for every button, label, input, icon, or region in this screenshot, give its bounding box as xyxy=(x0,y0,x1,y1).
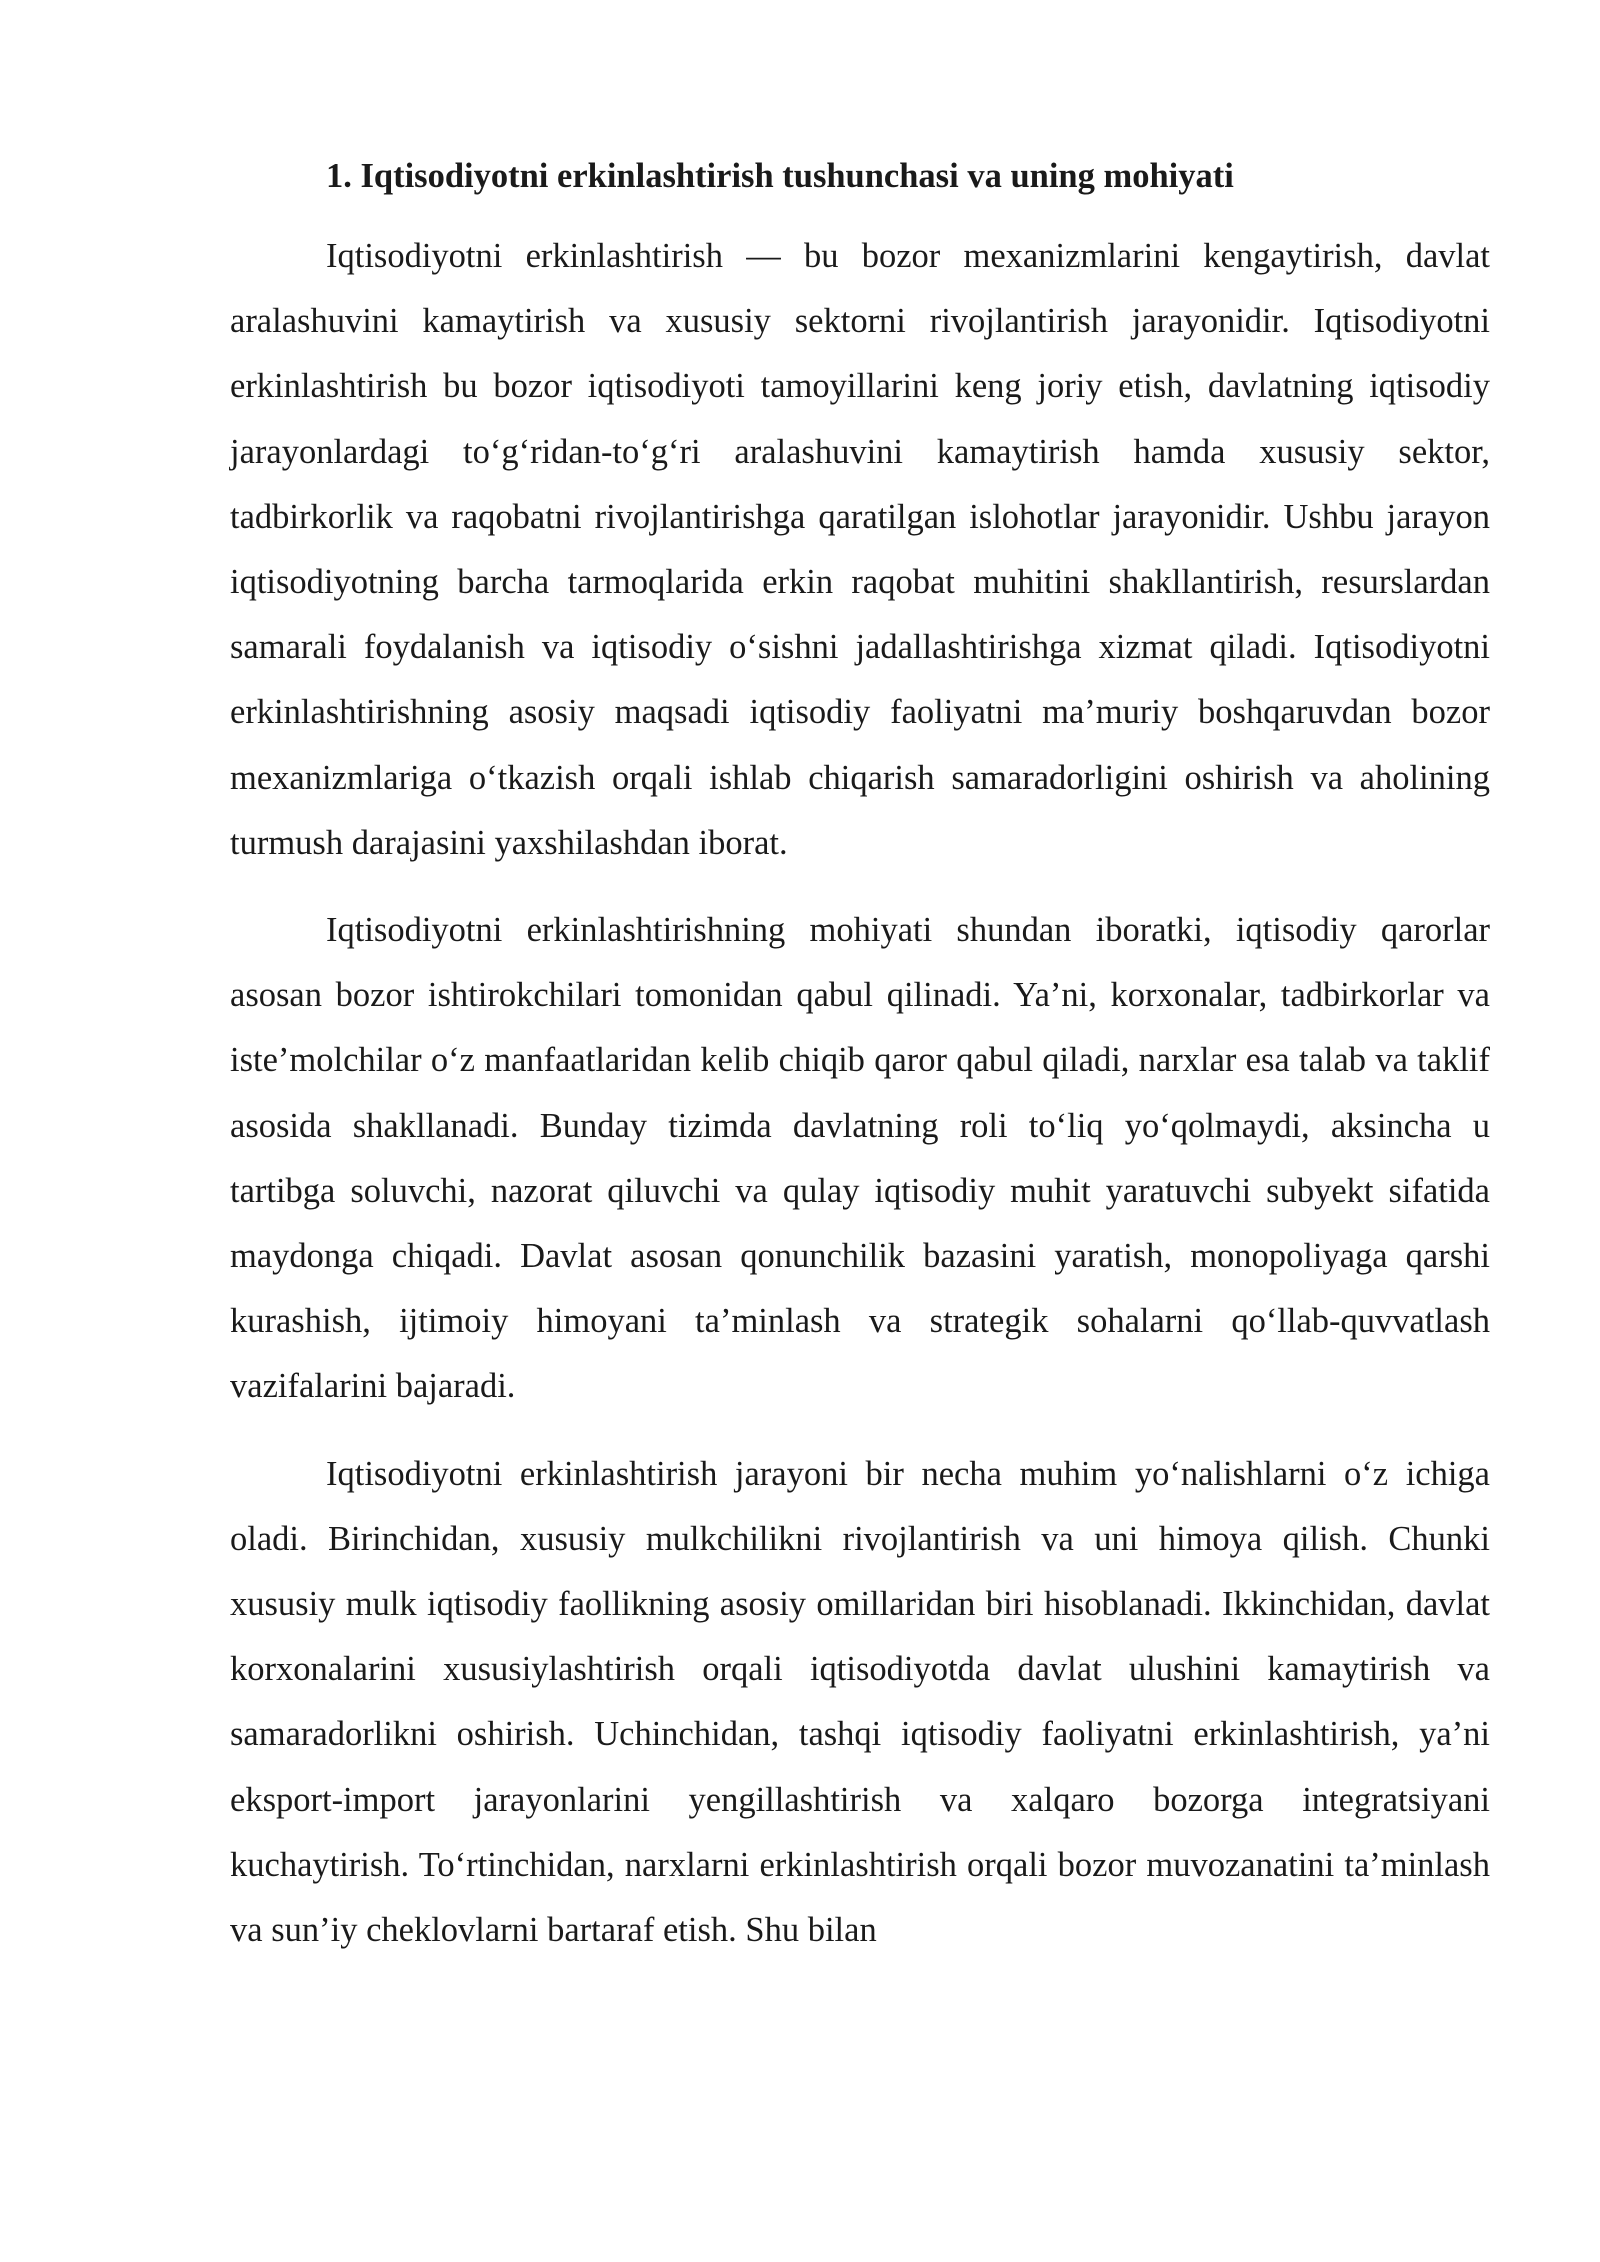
paragraph-directions: Iqtisodiyotni erkinlashtirish jarayoni bir necha muhim yo‘nalishlarni o‘z ichiga oladi. Birinchidan, xususiy mulkchilikni rivojlantirish va uni himoya qilish. Chunki xususiy mulk iqtisodiy faollikning asosiy omillaridan biri hisoblanadi. Ikkinchidan, davlat korxonalarini xususiylashtirish orqali iqtisodiyotda davlat ulushini kamaytirish va samaradorlikni oshirish. Uchinchidan, tashqi iqtisodiy faoliyatni erkinlashtirish, ya’ni eksport-import jarayonlarini yengillashtirish va xalqaro bozorga integratsiyani kuchaytirish. To‘rtinchidan, narxlarni erkinlashtirish orqali bozor muvozanatini ta’minlash va sun’iy cheklovlarni bartaraf etish. Shu bilan xyxy=(230,1454,1490,1950)
document-body xyxy=(230,150,1490,1985)
paragraph-definition: Iqtisodiyotni erkinlashtirish — bu bozor mexanizmlarini kengaytirish, davlat aralashuvini kamaytirish va xususiy sektorni rivojlantirish jarayonidir. Iqtisodiyotni erkinlashtirish bu bozor iqtisodiyoti tamoyillarini keng joriy etish, davlatning iqtisodiy jarayonlardagi to‘g‘ridan-to‘g‘ri aralashuvini kamaytirish hamda xususiy sektor, tadbirkorlik va raqobatni rivojlantirishga qaratilgan islohotlar jarayonidir. Ushbu jarayon iqtisodiyotning barcha tarmoqlarida erkin raqobat muhitini shakllantirish, resurslardan samarali foydalanish va iqtisodiy o‘sishni jadallashtirishga xizmat qiladi. Iqtisodiyotni erkinlashtirishning asosiy maqsadi iqtisodiy faoliyatni ma’muriy boshqaruvdan bozor mexanizmlariga o‘tkazish orqali ishlab chiqarish samaradorligini oshirish va aholining turmush darajasini yaxshilashdan iborat. xyxy=(230,237,1490,862)
paragraph-essence: Iqtisodiyotni erkinlashtirishning mohiyati shundan iboratki, iqtisodiy qarorlar asosan bozor ishtirokchilari tomonidan qabul qilinadi. Ya’ni, korxonalar, tadbirkorlar va iste’molchilar o‘z manfaatlaridan kelib chiqib qaror qabul qiladi, narxlar esa talab va taklif asosida shakllanadi. Bunday tizimda davlatning roli to‘liq yo‘qolmaydi, aksincha u tartibga soluvchi, nazorat qiluvchi va qulay iqtisodiy muhit yaratuvchi subyekt sifatida maydonga chiqadi. Davlat asosan qonunchilik bazasini yaratish, monopoliyaga qarshi kurashish, ijtimoiy himoyani ta’minlash va strategik sohalarni qo‘llab-quvvatlash vazifalarini bajaradi. xyxy=(230,911,1490,1406)
section-heading: 1. Iqtisodiyotni erkinlashtirish tushunchasi va uning mohiyati xyxy=(326,157,1234,195)
